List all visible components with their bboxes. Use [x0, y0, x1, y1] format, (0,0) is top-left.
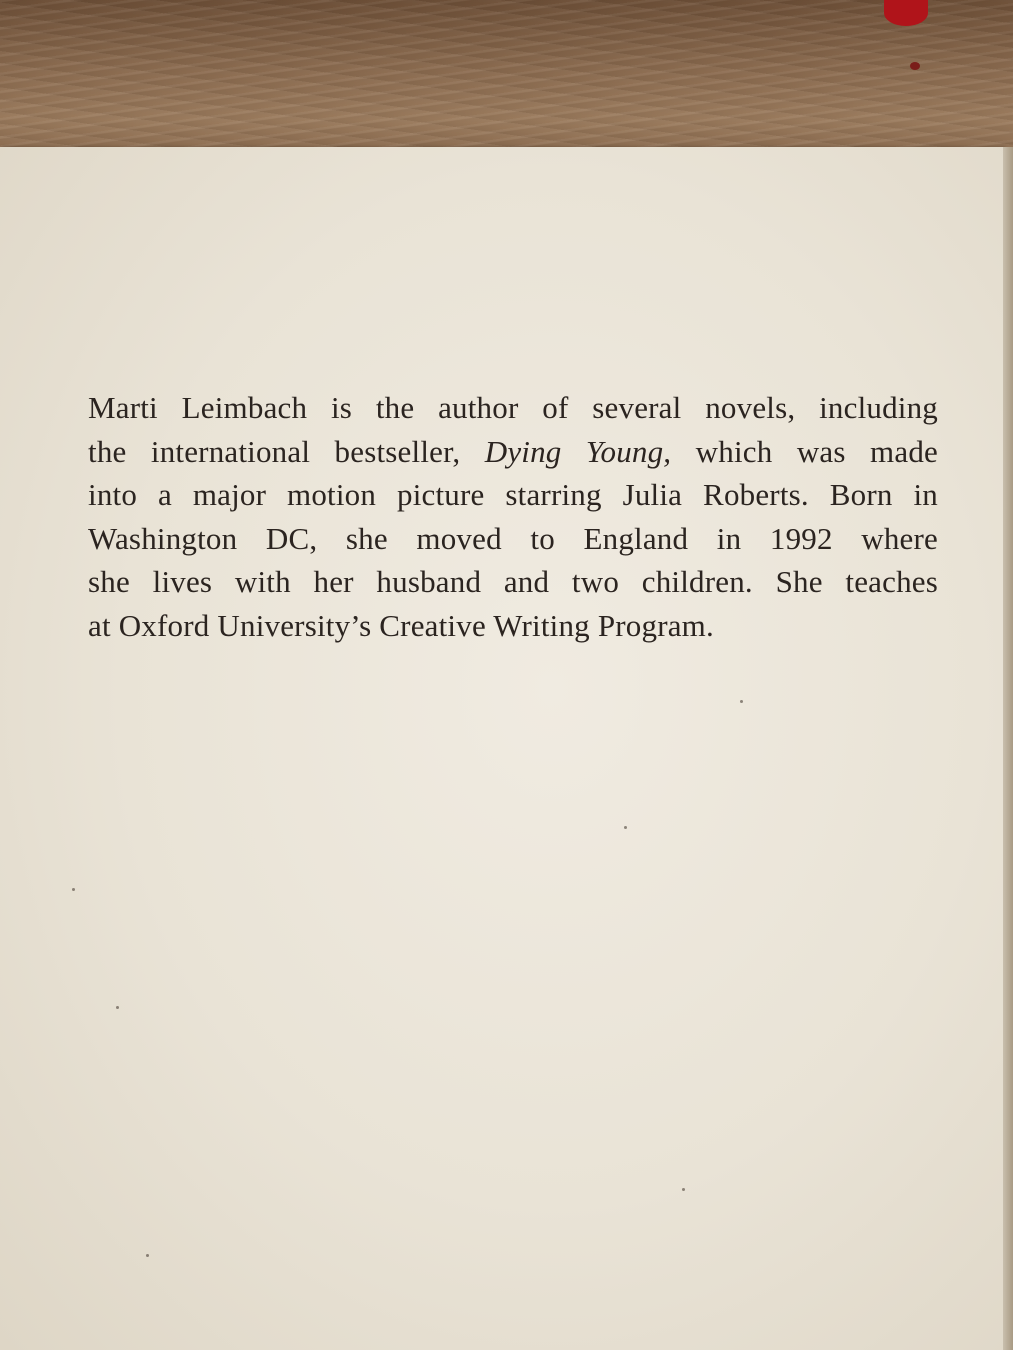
bio-line-5: she lives with her husband and two children. She teaches	[88, 564, 938, 599]
paper-speck	[146, 1254, 149, 1257]
bio-line-1: Marti Leimbach is the author of several novels, including	[88, 390, 938, 425]
wooden-table-surface	[0, 0, 1013, 160]
paper-speck	[682, 1188, 685, 1191]
author-bio-paragraph	[88, 386, 938, 647]
bio-line-2	[88, 430, 938, 474]
red-dot-mark	[910, 62, 920, 70]
paper-speck	[624, 826, 627, 829]
book-page	[0, 147, 1003, 1350]
page-edge-shadow	[1003, 147, 1013, 1350]
paper-speck	[116, 1006, 119, 1009]
red-stain-mark	[884, 0, 928, 26]
paper-speck	[740, 700, 743, 703]
bio-line-2-suffix: which was made	[671, 433, 938, 469]
bio-line-6: at Oxford University’s Creative Writing Program.	[88, 607, 714, 643]
book-title-dying-young: Dying Young,	[484, 433, 672, 469]
bio-line-3: into a major motion picture starring Julia Roberts. Born in	[88, 477, 938, 512]
bio-line-2-prefix: the international bestseller,	[88, 433, 485, 469]
paper-speck	[72, 888, 75, 891]
bio-line-4: Washington DC, she moved to England in 1992 where	[88, 520, 938, 556]
